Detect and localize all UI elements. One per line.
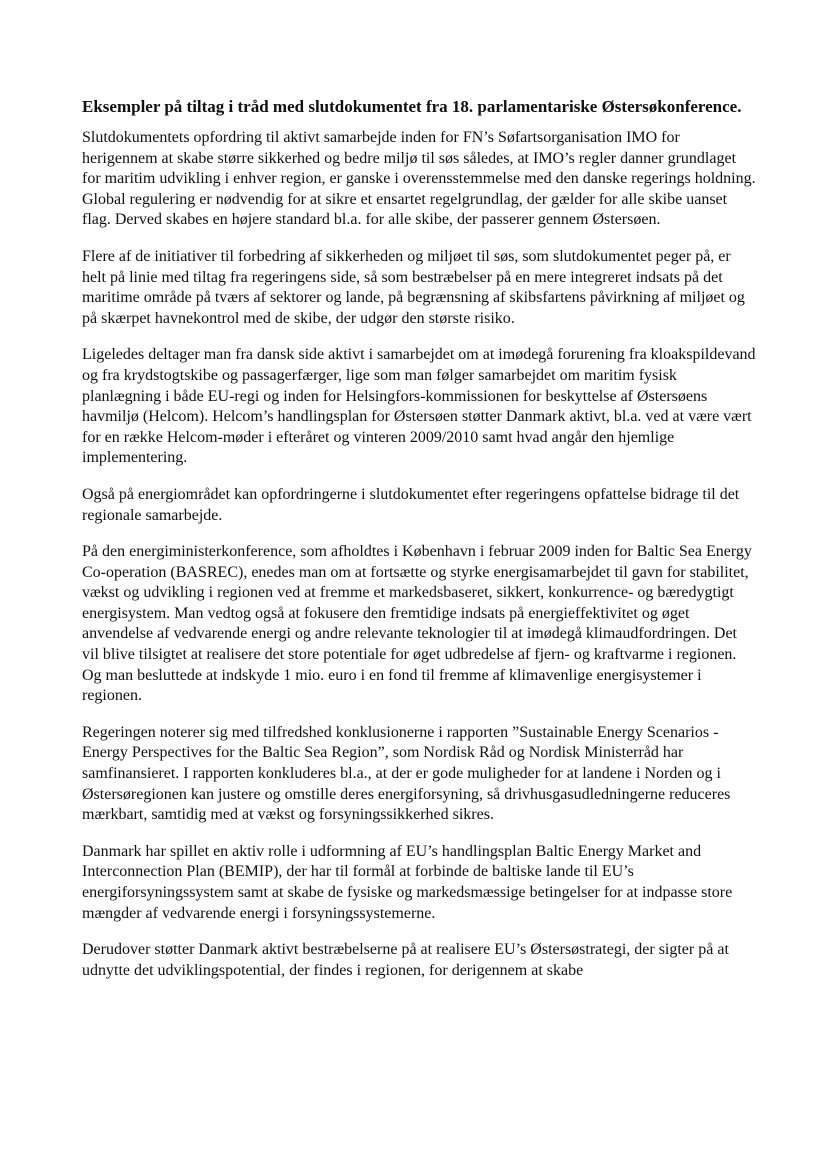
paragraph-imo-cooperation: Slutdokumentets opfordring til aktivt samarbejde inden for FN’s Søfartsorganisation IMO for herigennem at skabe større sikkerhed og bedre miljø til søs således, at IMO’s regler danner grundlaget for maritim udvikling i enhver region, er ganske i overensstemmelse med den danske regerings holdning. Global regulering er nødvendig for at sikre et ensartet regelgrundlag, der gælder for alle skibe uanset flag. Derved skabes en højere standard bl.a. for alle skibe, der passerer gennem Østersøen. [82, 129, 756, 229]
document-page [82, 96, 756, 997]
paragraph-safety-initiatives: Flere af de initiativer til forbedring af sikkerheden og miljøet til søs, som slutdokumentet peger på, er helt på linie med tiltag fra regeringens side, så som bestræbelser på en mere integreret indsats på det maritime område på tværs af sektorer og lande, på begrænsning af skibsfartens påvirkning af miljøet og på skærpet havnekontrol med de skibe, der udgør den største risiko. [82, 247, 745, 327]
paragraph-energy-area: Også på energiområdet kan opfordringerne i slutdokumentet efter regeringens opfattelse bidrage til det regionale samarbejde. [82, 485, 740, 524]
paragraph-bemip: Danmark har spillet en aktiv rolle i udformning af EU’s handlingsplan Baltic Energy Market and Interconnection Plan (BEMIP), der har til formål at forbinde de baltiske lande til EU’s energiforsyningssystem samt at skabe de fysiske og markedsmæssige betingelser for at indpasse store mængder af vedvarende energi i forsyningssystemerne. [82, 842, 733, 922]
document-heading: Eksempler på tiltag i tråd med slutdokumentet fra 18. parlamentariske Østersøkonference. [82, 97, 742, 116]
paragraph-baltic-strategy: Derudover støtter Danmark aktivt bestræbelserne på at realisere EU’s Østersøstrategi, der sigter på at udnytte det udviklingspotential, der findes i regionen, for derigennem at skabe [82, 941, 729, 979]
paragraph-basrec-conference: På den energiministerkonference, som afholdtes i København i februar 2009 inden for Baltic Sea Energy Co-operation (BASREC), enedes man om at fortsætte og styrke energisamarbejdet til gavn for stabilitet, vækst og udvikling i regionen ved at fremme et markedsbaseret, sikkert, konkurrence- og bæredygtigt energisystem. Man vedtog også at fokusere den fremtidige indsats på energieffektivitet og øget anvendelse af vedvarende energi og andre relevante teknologier til at imødegå klimaudfordringen. Det vil blive tilsigtet at realisere det store potentiale for øget udbredelse af fjern- og kraftvarme i regionen. Og man besluttede at indskyde 1 mio. euro i en fond til fremme af klimavenlige energisystemer i regionen. [82, 543, 752, 705]
paragraph-pollution-helcom: Ligeledes deltager man fra dansk side aktivt i samarbejdet om at imødegå forurening fra kloakspildevand og fra krydstogtskibe og passagerfærger, lige som man følger samarbejdet om maritim fysisk planlægning i både EU-regi og inden for Helsingfors-kommissionen for beskyttelse af Østersøens havmiljø (Helcom). Helcom’s handlingsplan for Østersøen støtter Danmark aktivt, bl.a. ved at være vært for en række Helcom-møder i efteråret og vinteren 2009/2010 samt hvad angår den hjemlige implementering. [82, 346, 756, 467]
paragraph-energy-scenarios-report: Regeringen noterer sig med tilfredshed konklusionerne i rapporten ”Sustainable Energy Scenarios - Energy Perspectives for the Baltic Sea Region”, som Nordisk Råd og Nordisk Ministerråd har samfinansieret. I rapporten konkluderes bl.a., at der er gode muligheder for at landene i Norden og i Østersøregionen kan justere og omstille deres energiforsyning, så drivhusgasudledningerne reduceres mærkbart, samtidig med at vækst og forsyningssikkerhed sikres. [82, 723, 731, 824]
